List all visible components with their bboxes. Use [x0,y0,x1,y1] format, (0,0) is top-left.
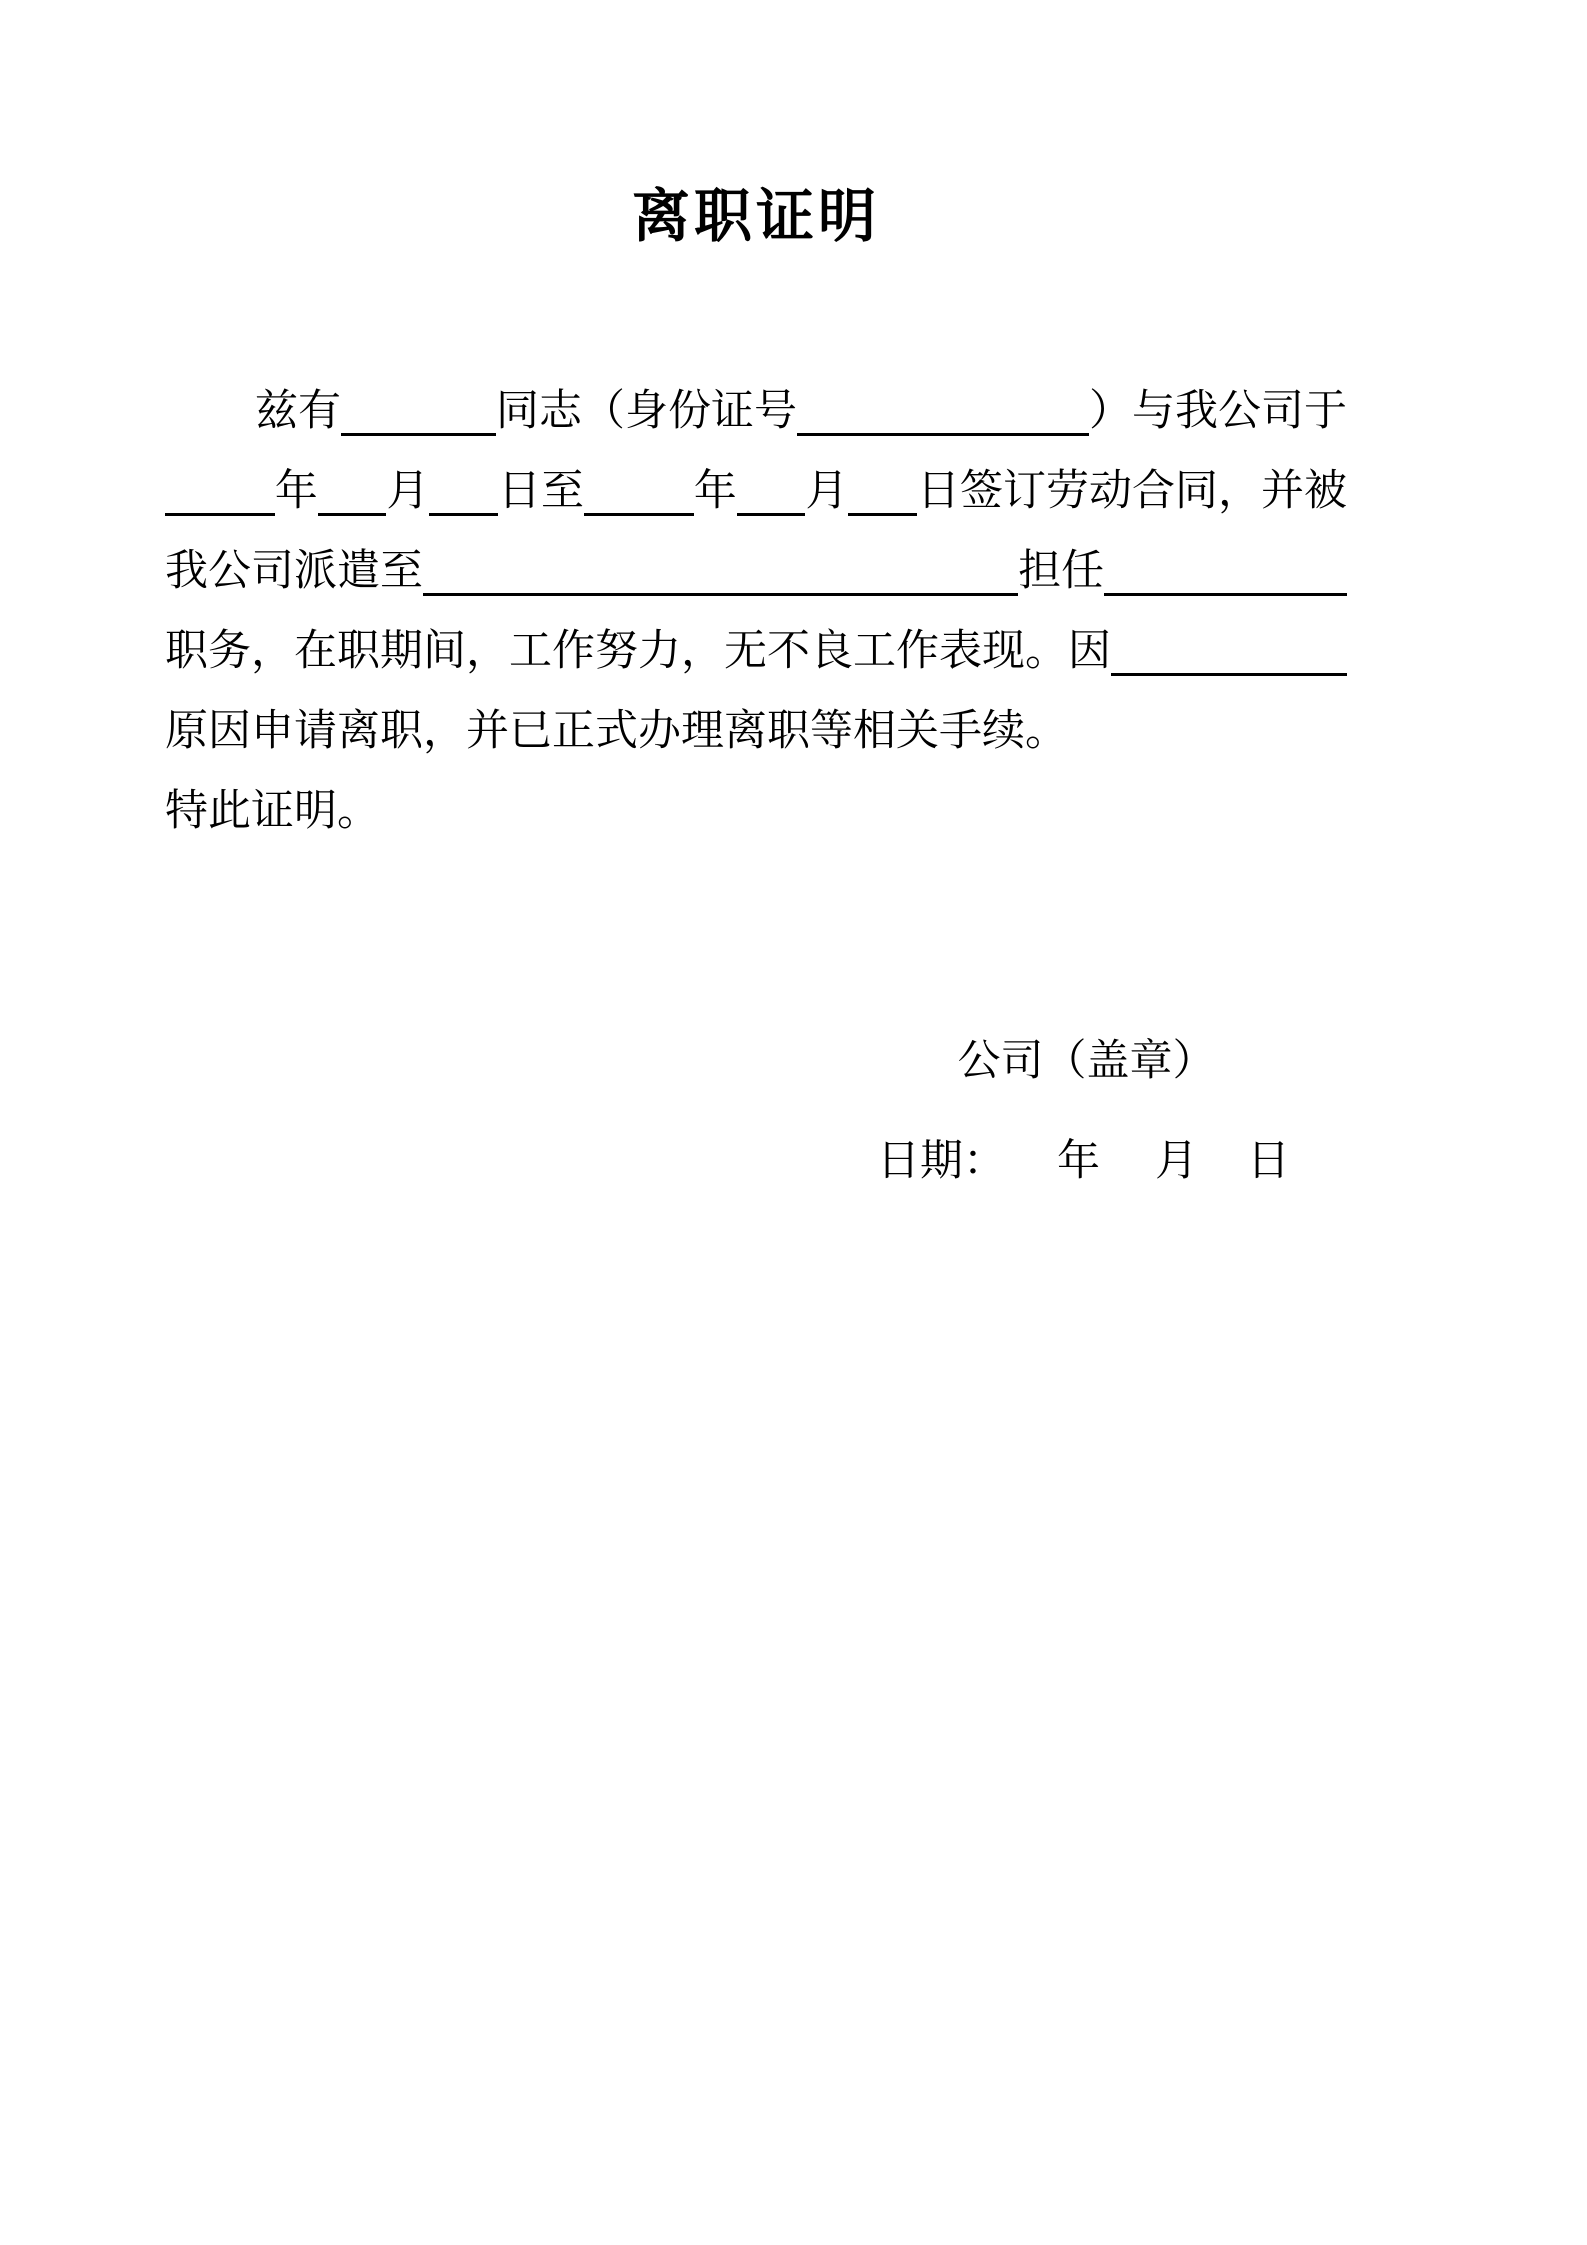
paragraph-line-6 [165,772,1347,852]
text-day-to: 日至 [498,468,584,515]
text-hereby-certify: 特此证明。 [165,788,380,835]
text-with-our-company: ）与我公司于 [1089,388,1347,435]
text-zi-you: 兹有 [255,388,341,435]
text-year-1: 年 [274,468,318,515]
paragraph-line-2 [165,452,1347,532]
date-month-label: 月 [1155,1138,1198,1185]
text-work-performance: 职务，在职期间，工作努力，无不良工作表现。因 [165,628,1111,675]
company-seal-line [893,942,1347,1085]
document-body [165,372,1347,852]
blank-position[interactable] [1104,532,1347,596]
blank-start-month[interactable] [318,452,387,516]
company-seal-label: 公司（盖章） [957,1038,1216,1085]
date-line [877,1122,1347,1202]
text-resign-procedure: 原因申请离职，并已正式办理离职等相关手续。 [165,708,1068,755]
date-label: 日期： [877,1138,1006,1185]
blank-end-year[interactable] [584,452,694,516]
date-day-label: 日 [1247,1138,1290,1185]
blank-id-number[interactable] [797,372,1089,436]
date-year-label: 年 [1057,1138,1100,1185]
blank-employee-name[interactable] [341,372,496,436]
text-month-2: 月 [805,468,849,515]
text-serve-as: 担任 [1018,548,1105,595]
paragraph-line-1 [165,372,1347,452]
blank-start-day[interactable] [429,452,498,516]
paragraph-line-3 [165,532,1347,612]
paragraph-line-5 [165,692,1347,772]
text-month-1: 月 [386,468,430,515]
text-comrade-id-label: 同志（身份证号 [496,388,797,435]
blank-end-month[interactable] [737,452,806,516]
text-dispatched-to: 我公司派遣至 [165,548,423,595]
blank-start-year[interactable] [165,452,275,516]
blank-dispatch-company[interactable] [423,532,1018,596]
text-year-2: 年 [693,468,737,515]
text-labor-contract: 日签订劳动合同，并被 [917,468,1347,515]
blank-end-day[interactable] [848,452,917,516]
document-content [165,0,1347,1202]
paragraph-line-4 [165,612,1347,692]
blank-resign-reason[interactable] [1111,612,1347,676]
document-title: 离职证明 [631,184,880,249]
